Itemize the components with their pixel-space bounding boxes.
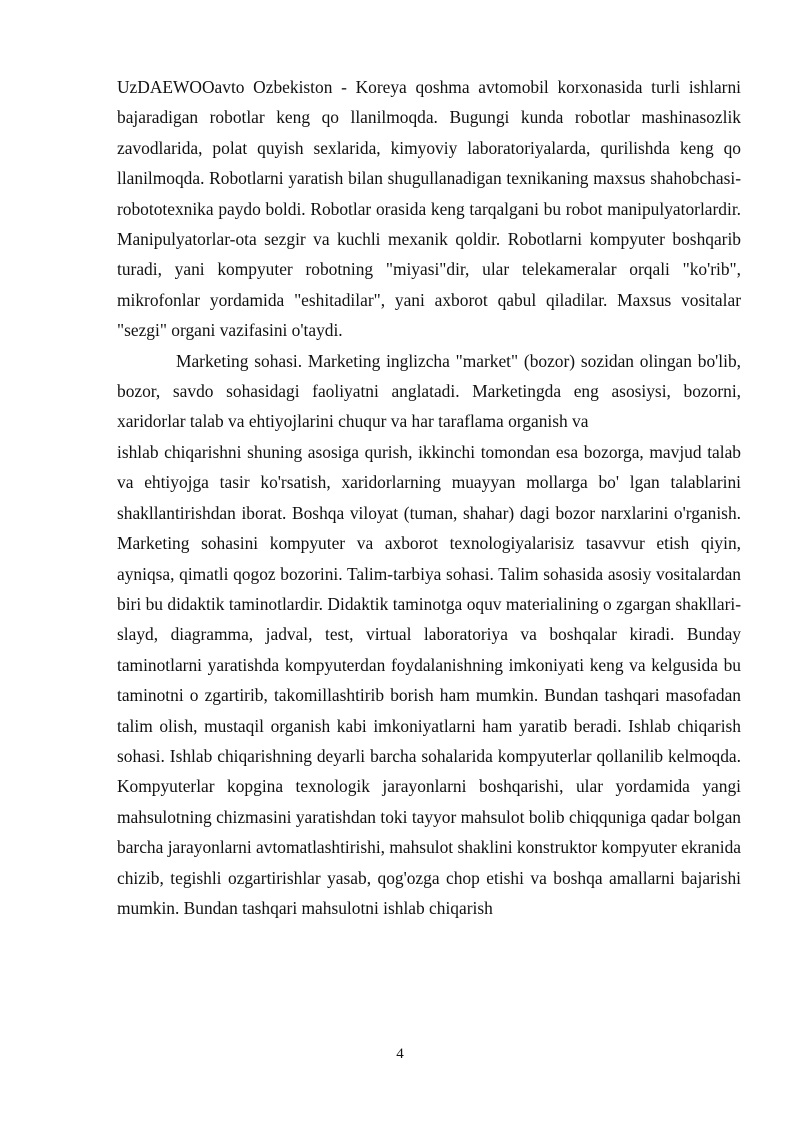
paragraph-marketing: Marketing sohasi. Marketing inglizcha "market" (bozor) sozidan olingan bo'lib, bozor, savdo sohasidagi faoliyatni anglatadi. Marketingda eng asosiysi, bozorni, xaridorlar talab va ehtiyojlarini chuqur va har taraflama organish va: [117, 350, 741, 432]
body-text: [117, 72, 741, 923]
paragraph-marketing-continued: ishlab chiqarishni shuning asosiga qurish, ikkinchi tomondan esa bozorga, mavjud talab va ehtiyojga tasir ko'rsatish, xaridorlarning muayyan mollarga bo' lgan talablarini shakllantirishdan iborat. Boshqa viloyat (tuman, shahar) dagi bozor narxlarini o'rganish. Marketing sohasini kompyuter va axborot texnologiyalarisiz tasavvur etish qiyin, ayniqsa, qimatli qogoz bozorini. Talim-tarbiya sohasi. Talim sohasida asosiy vositalardan biri bu didaktik taminotlardir. Didaktik taminotga oquv materialining o zgargan shakllari-slayd, diagramma, jadval, test, virtual laboratoriya va boshqalar kiradi. Bunday taminotlarni yaratishda kompyuterdan foydalanishning imkoniyati keng va kelgusida bu taminotni o zgartirib, takomillashtirib borish ham mumkin. Bundan tashqari masofadan talim olish, mustaqil organish kabi imkoniyatlarni ham yaratib beradi. Ishlab chiqarish sohasi. Ishlab chiqarishning deyarli barcha sohalarida kompyuterlar qollanilib kelmoqda. Kompyuterlar kopgina texnologik jarayonlarni boshqarishi, ular yordamida yangi mahsulotning chizmasini yaratishdan toki tayyor mahsulot bolib chiqquniga qadar bolgan barcha jarayonlarni avtomatlashtirishi, mahsulot shaklini konstruktor kompyuter ekranida chizib, tegishli ozgartirishlar yasab, qog'ozga chop etishi va boshqa amallarni bajarishi mumkin. Bundan tashqari mahsulotni ishlab chiqarish: [117, 441, 741, 918]
paragraph-robots: UzDAEWOOavto Ozbekiston - Koreya qoshma avtomobil korxonasida turli ishlarni bajaradigan robotlar keng qo llanilmoqda. Bugungi kunda robotlar mashinasozlik zavodlarida, polat quyish sexlarida, kimyoviy laboratoriyalarda, qurilishda keng qo llanilmoqda. Robotlarni yaratish bilan shugullanadigan texnikaning maxsus shahobchasi-robototexnika paydo boldi. Robotlar orasida keng tarqalgani bu robot manipulyatorlardir. Manipulyatorlar-ota sezgir va kuchli mexanik qoldir. Robotlarni kompyuter boshqarib turadi, yani kompyuter robotning "miyasi"dir, ular telekameralar orqali "ko'rib", mikrofonlar yordamida "eshitadilar", yani axborot qabul qiladilar. Maxsus vositalar "sezgi" organi vazifasini o'taydi.: [117, 77, 741, 341]
page-number: 4: [396, 1046, 404, 1062]
